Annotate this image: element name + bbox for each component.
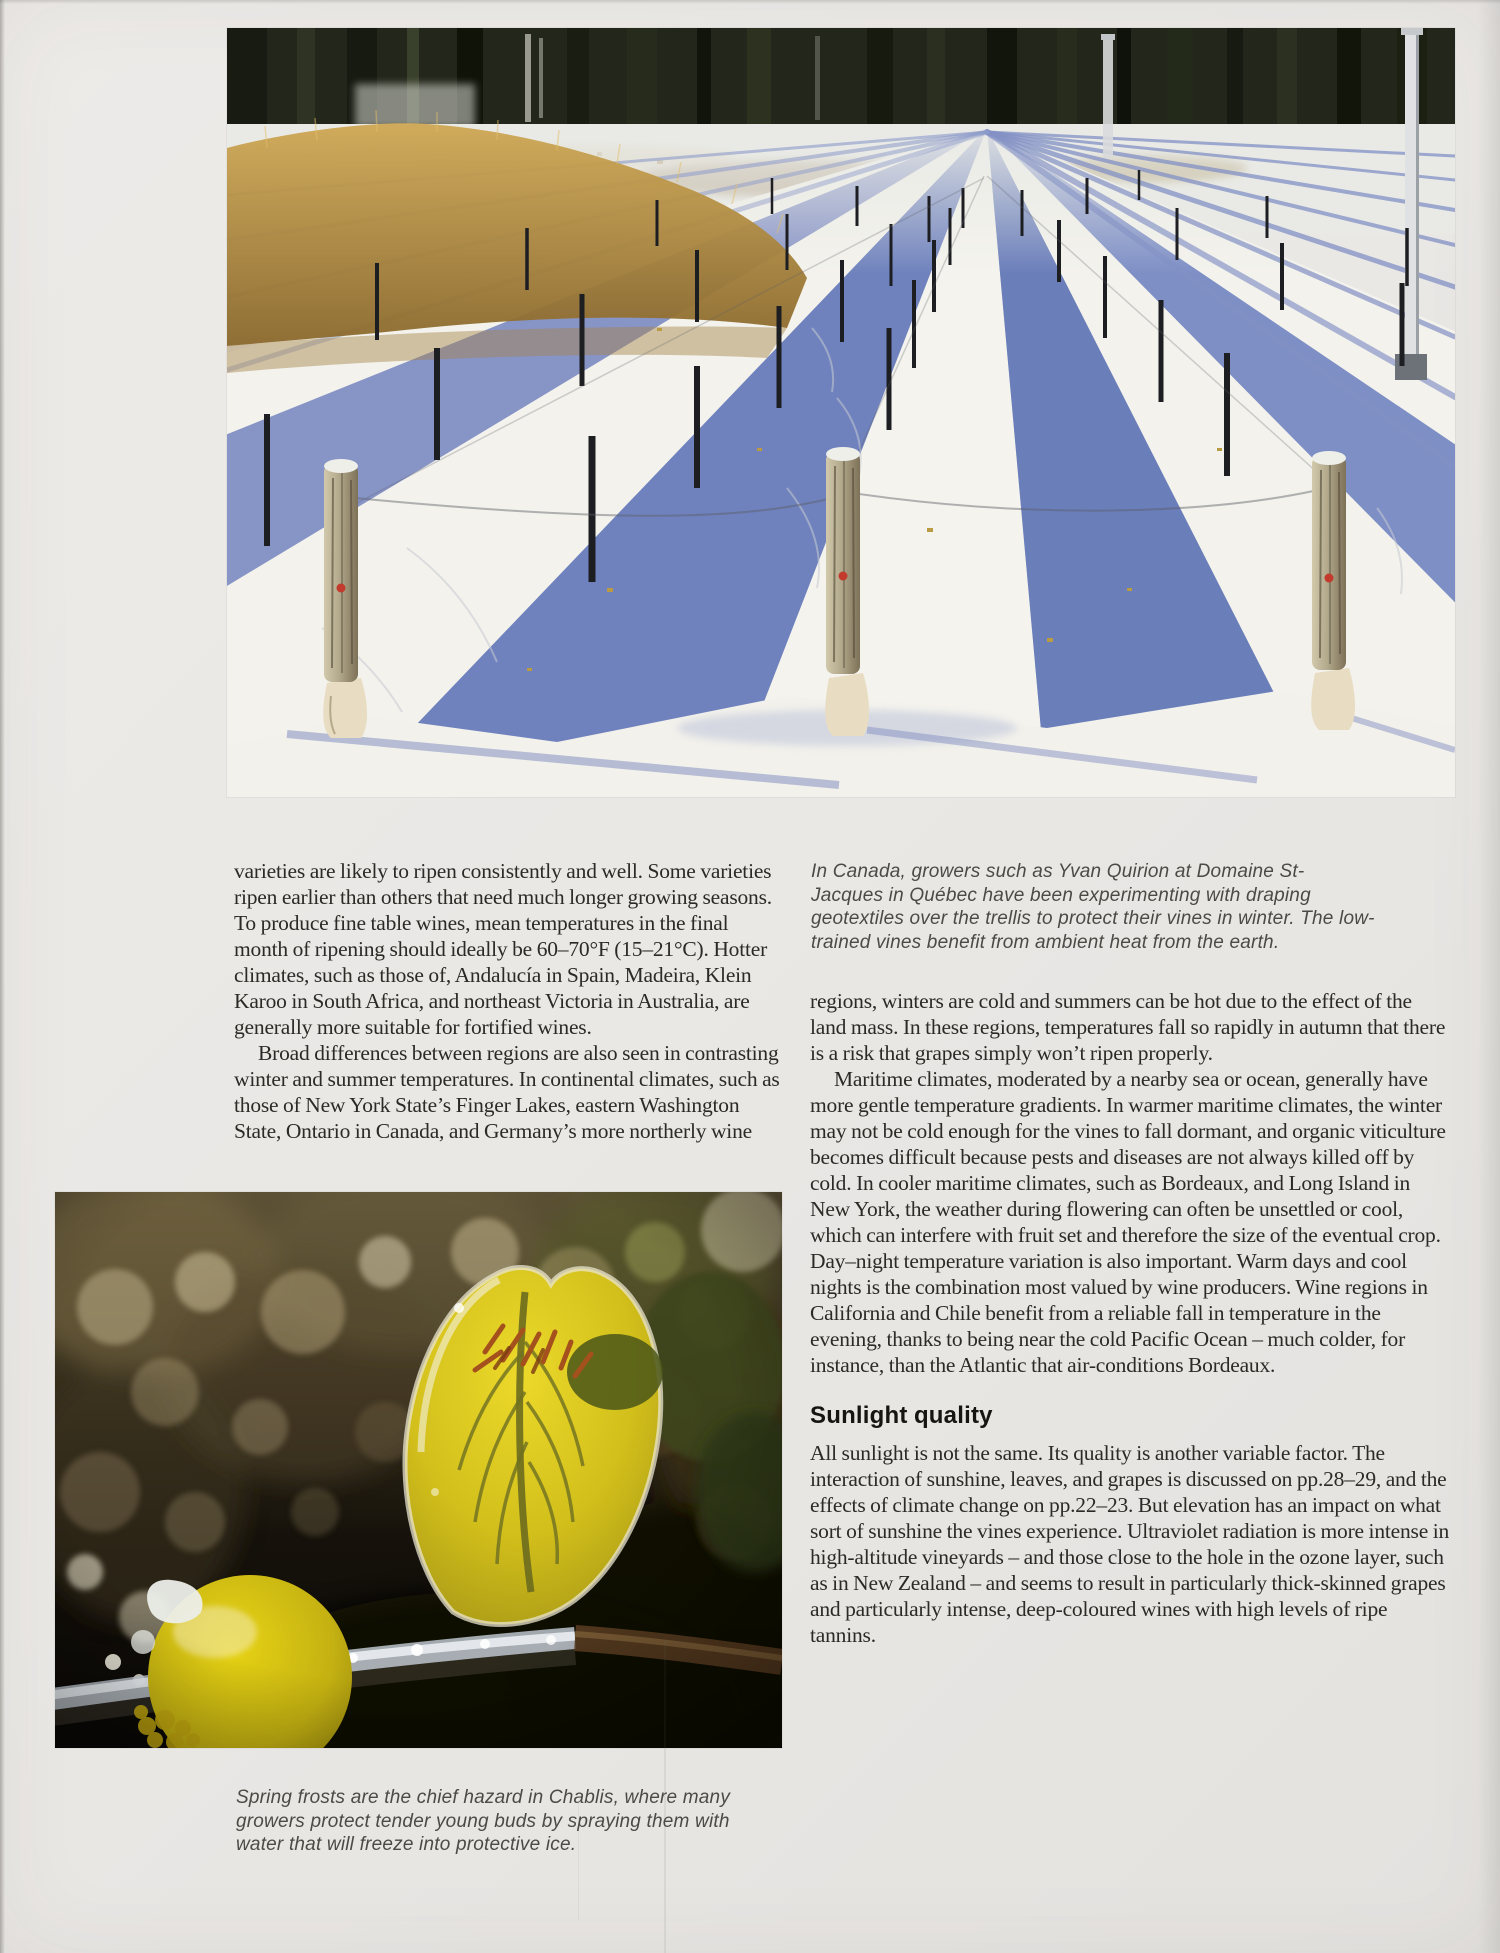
paper-crease — [578, 1800, 579, 1920]
page-edge-top — [0, 0, 1500, 4]
ice-bud-caption: Spring frosts are the chief hazard in Chablis, where many growers protect tender young buds by spraying them with water that will freeze into protective ice. — [236, 1787, 731, 1855]
page-edge-right — [1478, 0, 1500, 1953]
body-paragraph: varieties are likely to ripen consistently and well. Some varieties ripen earlier than others that need much longer growing seasons. To produce fine table wines, mean temperatures in the final month of ripening should ideally be 60–70°F (15–21°C). Hotter climates, such as those of, Andalucía in Spain, Madeira, Klein Karoo in South Africa, and northeast Victoria in Australia, are generally more suitable for fortified wines. — [234, 859, 772, 1039]
right-text-column — [810, 988, 1450, 1648]
vineyard-caption: In Canada, growers such as Yvan Quirion at Domaine St-Jacques in Québec have been experimenting with draping geotextiles over the trellis to protect their vines in winter. The low-trained vines benefit from ambient heat from the earth. — [811, 861, 1375, 953]
ice-bud-photo — [55, 1192, 782, 1748]
left-text-column — [234, 858, 782, 1144]
vineyard-snow-photo — [227, 28, 1455, 797]
body-paragraph: All sunlight is not the same. Its quality is another variable factor. The interaction of sunshine, leaves, and grapes is discussed on pp.28–29, and the effects of climate change on pp.22–23. But elevation has an impact on what sort of sunshine the vines experience. Ultraviolet radiation is more intense in high-altitude vineyards – and those close to the hole in the ozone layer, such as in New Zealand – and seems to result in particularly thick-skinned grapes and particularly intense, deep-coloured wines with high levels of ripe tannins. — [810, 1441, 1450, 1647]
sunlight-quality-heading: Sunlight quality — [810, 1402, 993, 1429]
body-paragraph: Broad differences between regions are also seen in contrasting winter and summer temperatures. In continental climates, such as those of New York State’s Finger Lakes, eastern Washington State, Ontario in Canada, and Germany’s more northerly wine — [234, 1041, 780, 1143]
vignette — [55, 1192, 782, 1748]
body-paragraph: Maritime climates, moderated by a nearby sea or ocean, generally have more gentle temperature gradients. In warmer maritime climates, the winter may not be cold enough for the vines to fall dormant, and organic viticulture becomes difficult because pests and diseases are not always killed off by cold. In cooler maritime climates, such as Bordeaux, and Long Island in New York, the weather during flowering can often be unsettled or cool, which can interfere with fruit set and therefore the size of the eventual crop. Day–night temperature variation is also important. Warm days and cool nights is the combination most valued by wine producers. Wine regions in California and Chile benefit from a reliable fall in temperature in the evening, thanks to being near the cold Pacific Ocean – much colder, for instance, than the Atlantic that air-conditions Bordeaux. — [810, 1067, 1446, 1377]
page-edge-left — [0, 0, 5, 1953]
body-paragraph: regions, winters are cold and summers can be hot due to the effect of the land mass. In these regions, temperatures fall so rapidly in autumn that there is a risk that grapes simply won’t ripen properly. — [810, 989, 1446, 1065]
paper-crease — [664, 1640, 666, 1953]
